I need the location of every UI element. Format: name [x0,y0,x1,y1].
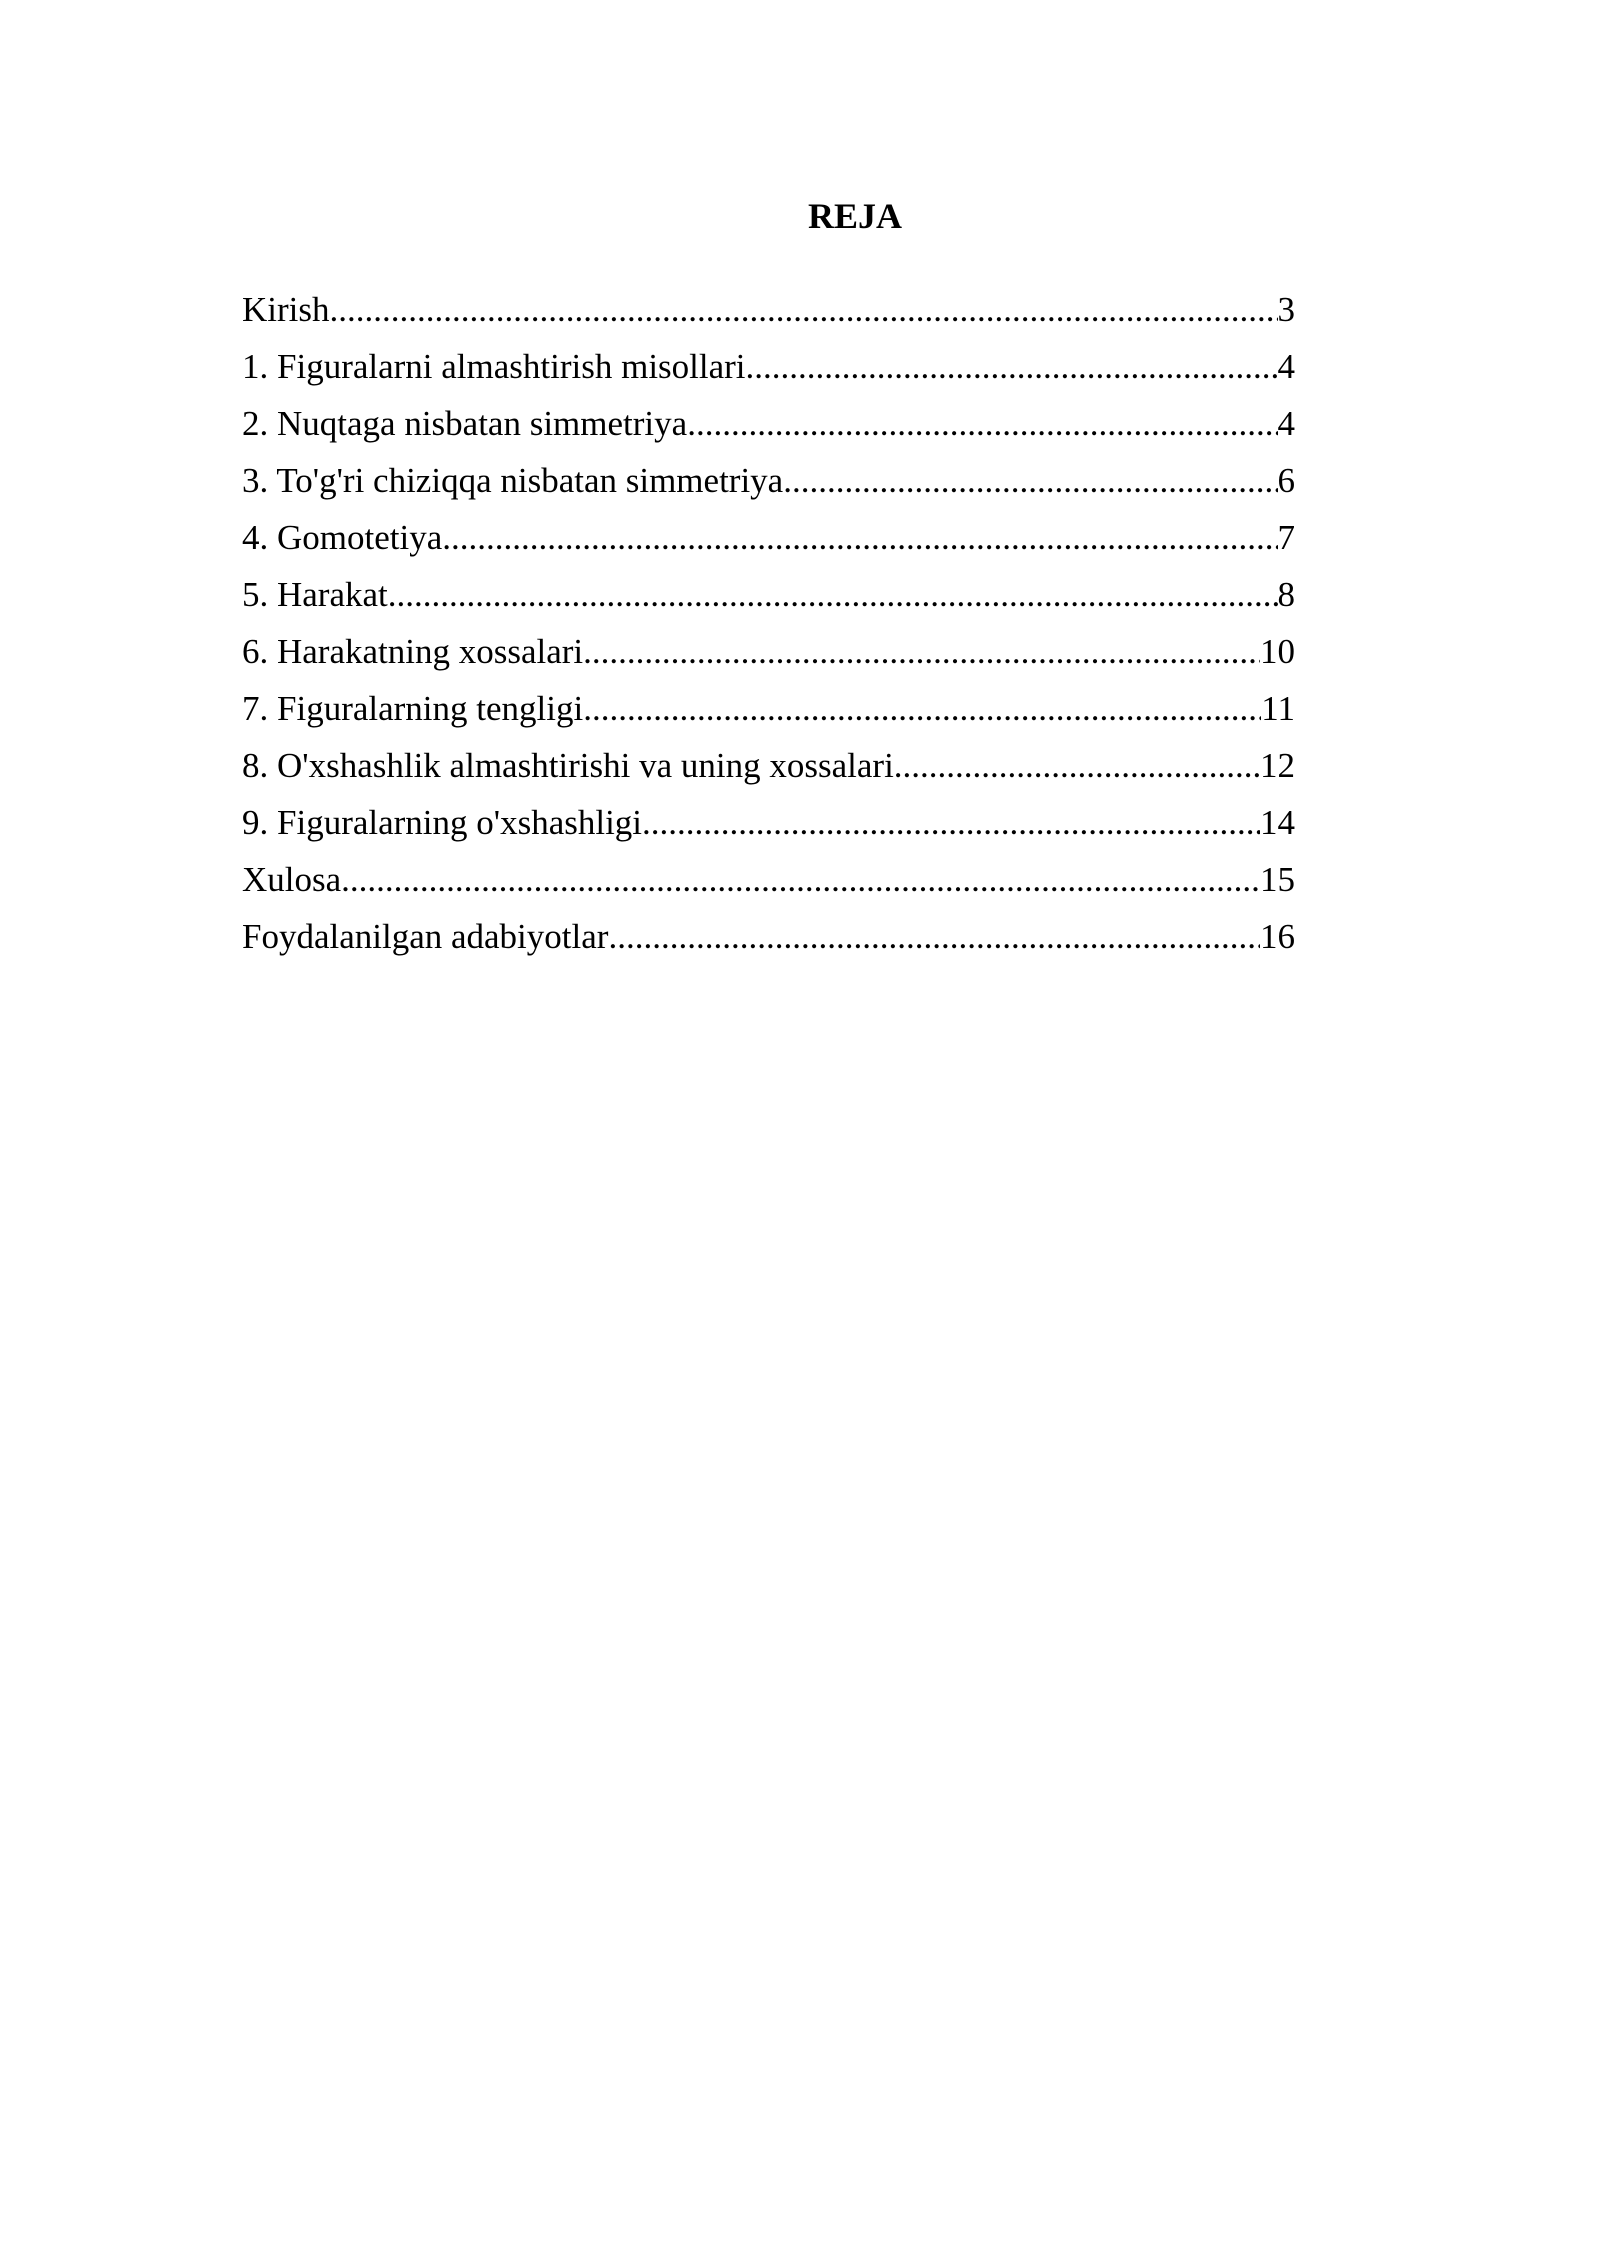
toc-dot-leader [687,395,1277,452]
toc-entry[interactable] [242,737,1295,794]
toc-entry-label: 4. Gomotetiya [242,518,443,557]
toc-dot-leader [583,623,1260,680]
toc-entry-label: Foydalanilgan adabiyotlar [242,917,609,956]
toc-entry[interactable] [242,794,1295,851]
toc-page-number: 12 [1260,746,1295,785]
toc-dot-leader [388,566,1278,623]
toc-entry-label: 7. Figuralarning tengligi [242,689,584,728]
toc-page-number: 16 [1260,917,1295,956]
toc-entry-label: Xulosa [242,860,342,899]
toc-entry[interactable] [242,908,1295,965]
toc-dot-leader [894,737,1260,794]
toc-page-number: 10 [1260,632,1295,671]
toc-entry[interactable] [242,338,1295,395]
toc-dot-leader [583,680,1261,737]
toc-entry-label: 3. To'g'ri chiziqqa nisbatan simmetriya [242,461,784,500]
toc-dot-leader [442,509,1277,566]
toc-page-number: 7 [1277,518,1295,557]
toc-entry[interactable] [242,509,1295,566]
toc-page-number: 4 [1277,347,1295,386]
toc-dot-leader [341,851,1260,908]
toc-entry-label: 6. Harakatning xossalari [242,632,584,671]
toc-entry[interactable] [242,566,1295,623]
toc-entry-label: 5. Harakat [242,575,388,614]
toc-entry-label: 9. Figuralarning o'xshashligi [242,803,643,842]
toc-page-number: 3 [1277,290,1295,329]
toc-page-number: 11 [1261,689,1295,728]
toc-entry-label: 8. O'xshashlik almashtirishi va uning xossalari [242,746,894,785]
toc-entry[interactable] [242,851,1295,908]
toc-entry[interactable] [242,452,1295,509]
toc-page-number: 14 [1260,803,1295,842]
toc-entry-label: 2. Nuqtaga nisbatan simmetriya [242,404,688,443]
toc-entry-label: 1. Figuralarni almashtirish misollari [242,347,746,386]
toc-dot-leader [642,794,1260,851]
toc-page-number: 8 [1277,575,1295,614]
toc-page-number: 15 [1260,860,1295,899]
toc-entry[interactable] [242,623,1295,680]
toc-page-number: 4 [1277,404,1295,443]
toc-entry[interactable] [242,281,1295,338]
toc-entry[interactable] [242,395,1295,452]
toc-page-number: 6 [1277,461,1295,500]
page-title: REJA [807,196,902,236]
toc-entry[interactable] [242,680,1295,737]
table-of-contents [242,281,1295,965]
toc-dot-leader [746,338,1278,395]
toc-dot-leader [608,908,1260,965]
toc-entry-label: Kirish [242,290,330,329]
toc-dot-leader [330,281,1278,338]
toc-dot-leader [783,452,1277,509]
